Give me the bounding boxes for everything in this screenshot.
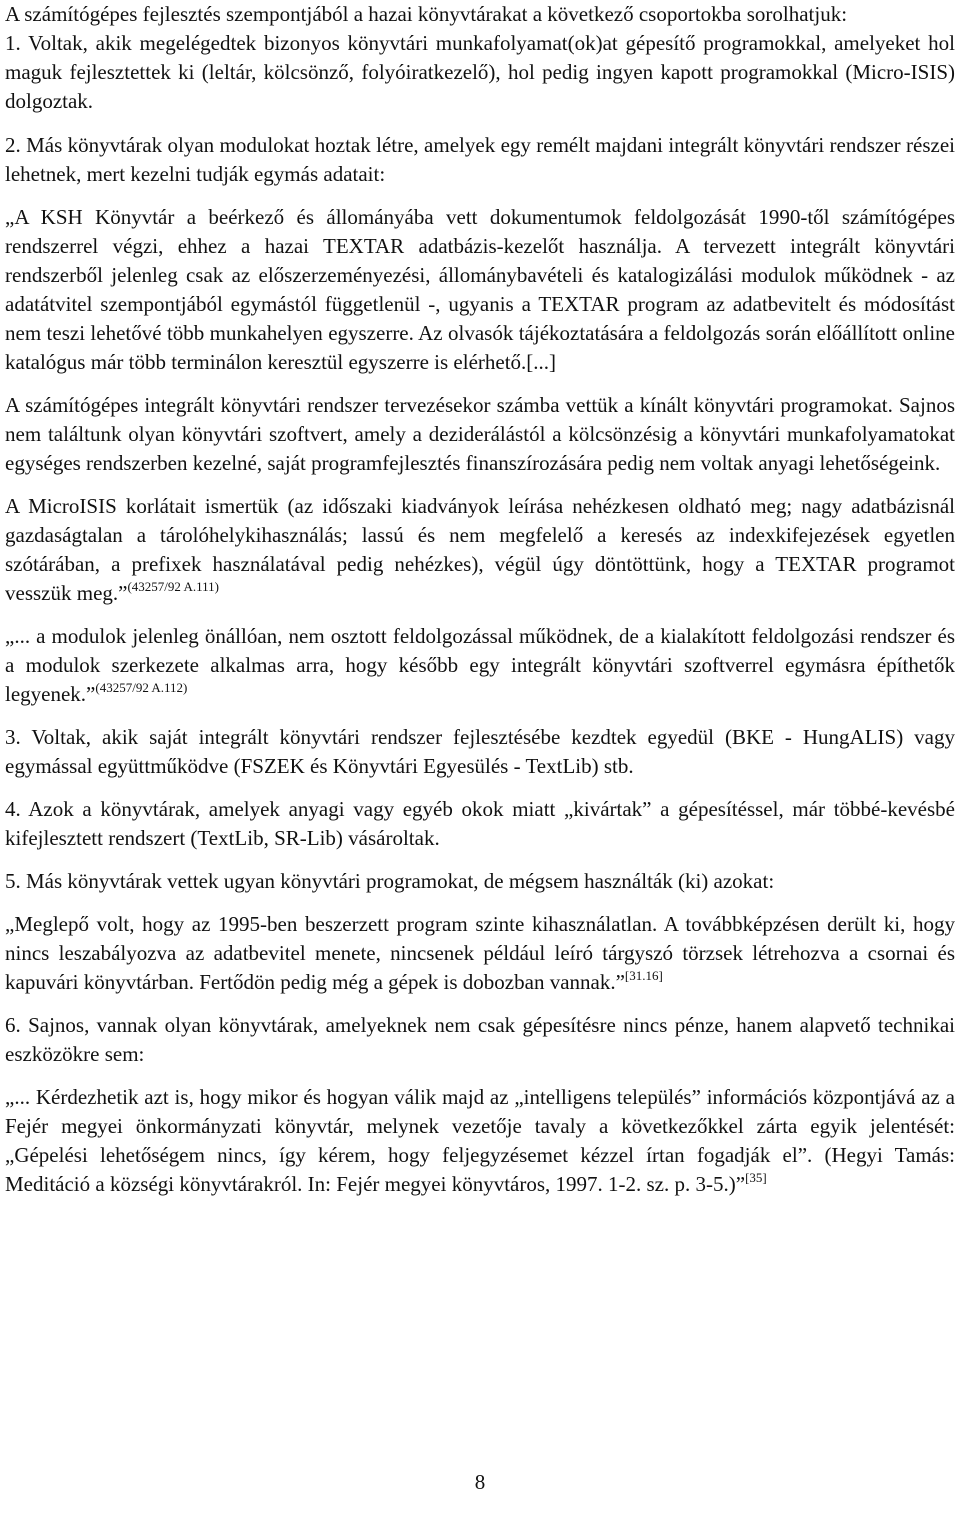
paragraph-text: A MicroISIS korlátait ismertük (az időszaki kiadványok leírása nehézkesen oldható meg; nagy adatbázisnál gazdaságtalan a tárolóhelykihasználás; lassú és nem megfelelő a keresés az indexkifejezések egyetlen szótárában, a prefixek használatával pedig nehézkes), végül úgy döntöttünk, hogy a TEXTAR programot vesszük meg.”: [5, 494, 955, 605]
paragraph-text: „... Kérdezhetik azt is, hogy mikor és hogyan válik majd az „intelligens település” információs központjává az a Fejér megyei önkormányzati könyvtár, melynek vezetője tavaly a következőkkel zárta egyik jelentését: „Gépelési lehetőségem nincs, így kérem, hogy feljegyzésemet kézzel írtan fogadják el”. (Hegyi Tamás: Meditáció a községi könyvtárakról. In: Fejér megyei könyvtáros, 1997. 1-2. sz. p. 3-5.)”: [5, 1085, 955, 1196]
list-item-5: 5. Más könyvtárak vettek ugyan könyvtári programokat, de mégsem használták (ki) azokat:: [5, 869, 775, 893]
list-item-1: 1. Voltak, akik megelégedtek bizonyos könyvtári munkafolyamat(ok)at gépesítő programokkal, amelyeket hol maguk fejlesztettek ki (leltár, kölcsönző, folyóiratkezelő), hol pedig ingyen kapott programokkal (Micro-ISIS) dolgoztak.: [5, 31, 955, 113]
list-item-6: 6. Sajnos, vannak olyan könyvtárak, amelyeknek nem csak gépesítésre nincs pénze, hanem alapvető technikai eszközökre sem:: [5, 1013, 955, 1066]
list-item-3: 3. Voltak, akik saját integrált könyvtári rendszer fejlesztésébe kezdtek egyedül (BKE - HungALIS) vagy egymással együttműködve (FSZEK és Könyvtári Egyesülés - TextLib) stb.: [5, 725, 955, 778]
quote-unused-program: [5, 910, 955, 997]
paragraph-text: „Meglepő volt, hogy az 1995-ben beszerzett program szinte kihasználatlan. A továbbképzésen derült ki, hogy nincs leszabályozva az adatbevitel menete, nincsenek például leíró tárgyszó törzsek létrehozva a csornai és kapuvári könyvtárban. Fertődön pedig még a gépek is dobozban vannak.”: [5, 912, 955, 994]
list-item-2: 2. Más könyvtárak olyan modulokat hoztak létre, amelyek egy remélt majdani integrált könyvtári rendszer részei lehetnek, mert kezelni tudják egymás adatait:: [5, 133, 955, 186]
paragraph-text: „... a modulok jelenleg önállóan, nem osztott feldolgozással működnek, de a kialakított feldolgozási rendszer és a modulok szerkezete alkalmas arra, hogy később egy integrált könyvtári szoftverrel egymásra építhetők legyenek.”: [5, 624, 955, 706]
paragraph-system-planning: A számítógépes integrált könyvtári rendszer tervezésekor számba vettük a kínált könyvtári programokat. Sajnos nem találtunk olyan könyvtári szoftvert, amely a deziderálástól a kölcsönzésig a könyvtári munkafolyamatokat egységes rendszerben kezelné, saját programfejlesztés finanszírozására pedig nem voltak anyagi lehetőségeink.: [5, 393, 955, 475]
quote-fejer-library: [5, 1083, 955, 1199]
citation-reference: (43257/92 A.111): [127, 579, 219, 594]
citation-reference: [35]: [745, 1170, 767, 1185]
citation-reference: [31.16]: [624, 968, 663, 983]
quote-modules: [5, 622, 955, 709]
quote-ksh-library: „A KSH Könyvtár a beérkező és állományába vett dokumentumok feldolgozását 1990-től számítógépes rendszerrel végzi, ehhez a hazai TEXTAR adatbázis-kezelőt használja. A tervezett integrált könyvtári rendszerből jelenleg csak az előszerzeményezési, állománybavételi és katalogizálási modulok működnek - az adatátvitel szempontjából egymástól függetlenül -, ugyanis a TEXTAR program az adatbevitelt és módosítást nem teszi lehetővé több munkahelyen egyszerre. Az olvasók tájékoztatására a feldolgozás során előállított online katalógus már több terminálon keresztül egyszerre is elérhető.[...]: [5, 205, 955, 374]
citation-reference: (43257/92 A.112): [95, 680, 188, 695]
list-item-4: 4. Azok a könyvtárak, amelyek anyagi vagy egyéb okok miatt „kivártak” a gépesítéssel, már többé-kevésbé kifejlesztett rendszert (TextLib, SR-Lib) vásároltak.: [5, 797, 955, 850]
page-number: 8: [474, 1470, 486, 1494]
document-body: [5, 0, 955, 1199]
paragraph-microisis: [5, 492, 955, 608]
intro-paragraph: A számítógépes fejlesztés szempontjából a hazai könyvtárakat a következő csoportokba sorolhatjuk:: [5, 2, 848, 26]
